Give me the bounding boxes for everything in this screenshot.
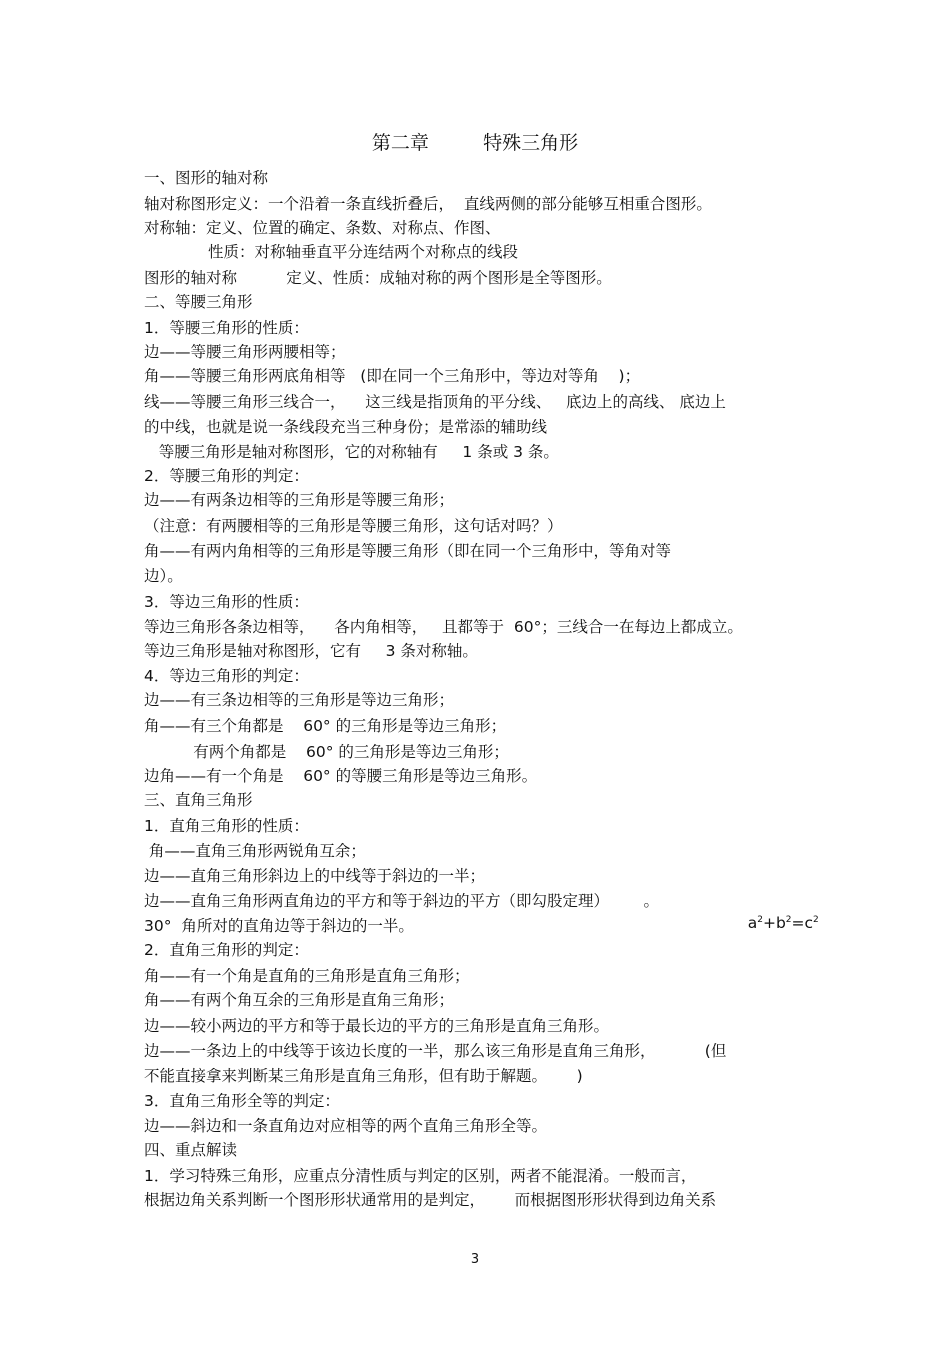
text-line: 二、等腰三角形	[144, 293, 253, 311]
text-line: 边——斜边和一条直角边对应相等的两个直角三角形全等。	[144, 1117, 548, 1135]
text-line: 边——直角三角形两直角边的平方和等于斜边的平方（即勾股定理） 。	[144, 892, 659, 910]
text-line: 四、重点解读	[144, 1141, 238, 1159]
formula-exp-c: 2	[813, 914, 819, 925]
formula-exp-a: 2	[757, 914, 763, 925]
text-line: 1．等腰三角形的性质：	[144, 319, 309, 337]
text-line: 一、图形的轴对称	[144, 169, 269, 187]
text-line: 角——有两内角相等的三角形是等腰三角形（即在同一个三角形中，等角对等	[144, 542, 672, 560]
text-line: 边角——有一个角是 60° 的等腰三角形是等边三角形。	[144, 767, 538, 785]
text-line: 性质：对称轴垂直平分连结两个对称点的线段	[144, 243, 519, 261]
text-line: 有两个角都是 60° 的三角形是等边三角形；	[144, 743, 509, 761]
text-line: 边——一条边上的中线等于该边长度的一半，那么该三角形是直角三角形， (但	[144, 1042, 727, 1060]
text-line: 边——有三条边相等的三角形是等边三角形；	[144, 691, 455, 709]
text-line: 线——等腰三角形三线合一， 这三线是指顶角的平分线、 底边上的高线、 底边上	[144, 393, 726, 411]
text-line: 2．直角三角形的判定：	[144, 941, 309, 959]
text-line: 2．等腰三角形的判定：	[144, 467, 309, 485]
pythagorean-formula	[728, 893, 819, 953]
text-line: 对称轴：定义、位置的确定、条数、对称点、作图、	[144, 219, 501, 237]
text-line: 等腰三角形是轴对称图形，它的对称轴有 1 条或 3 条。	[144, 443, 559, 461]
text-line: 角——有两个角互余的三角形是直角三角形；	[144, 991, 455, 1009]
text-line: 三、直角三角形	[144, 791, 253, 809]
text-line: 3．等边三角形的性质：	[144, 593, 309, 611]
text-line: 图形的轴对称 定义、性质：成轴对称的两个图形是全等图形。	[144, 269, 612, 287]
text-line: 的中线，也就是说一条线段充当三种身份；是常添的辅助线	[144, 418, 548, 436]
formula-a: a	[747, 914, 758, 932]
formula-b: +b	[762, 914, 786, 932]
text-line: 边——等腰三角形两腰相等；	[144, 343, 346, 361]
formula-exp-b: 2	[785, 914, 792, 925]
text-line: 角——等腰三角形两底角相等 (即在同一个三角形中，等边对等角 )；	[144, 367, 641, 385]
page-title: 第二章 特殊三角形	[371, 132, 579, 154]
text-line: 角——有一个角是直角的三角形是直角三角形；	[144, 967, 470, 985]
text-line: 30° 角所对的直角边等于斜边的一半。	[144, 917, 414, 935]
text-line: 不能直接拿来判断某三角形是直角三角形，但有助于解题。 )	[144, 1067, 583, 1085]
text-line: 等边三角形各条边相等， 各内角相等， 且都等于 60°；三线合一在每边上都成立。	[144, 618, 743, 636]
text-line: 1．学习特殊三角形，应重点分清性质与判定的区别，两者不能混淆。一般而言，	[144, 1167, 697, 1185]
text-line: 1．直角三角形的性质：	[144, 817, 309, 835]
text-line: 根据边角关系判断一个图形形状通常用的是判定， 而根据图形形状得到边角关系	[144, 1191, 717, 1209]
text-line: 边——直角三角形斜边上的中线等于斜边的一半；	[144, 867, 486, 885]
text-line: 3．直角三角形全等的判定：	[144, 1092, 340, 1110]
text-line: 等边三角形是轴对称图形，它有 3 条对称轴。	[144, 642, 478, 660]
text-line: 角——有三个角都是 60° 的三角形是等边三角形；	[144, 717, 507, 735]
text-line: （注意：有两腰相等的三角形是等腰三角形，这句话对吗？）	[144, 517, 563, 535]
text-line: 角——直角三角形两锐角互余；	[144, 842, 366, 860]
text-line: 边——较小两边的平方和等于最长边的平方的三角形是直角三角形。	[144, 1017, 610, 1035]
page-number: 3	[470, 1252, 480, 1267]
formula-c: =c	[791, 914, 814, 932]
text-line: 边）。	[144, 567, 183, 585]
text-line: 轴对称图形定义：一个沿着一条直线折叠后， 直线两侧的部分能够互相重合图形。	[144, 195, 712, 213]
text-line: 4．等边三角形的判定：	[144, 667, 309, 685]
text-line: 边——有两条边相等的三角形是等腰三角形；	[144, 491, 455, 509]
